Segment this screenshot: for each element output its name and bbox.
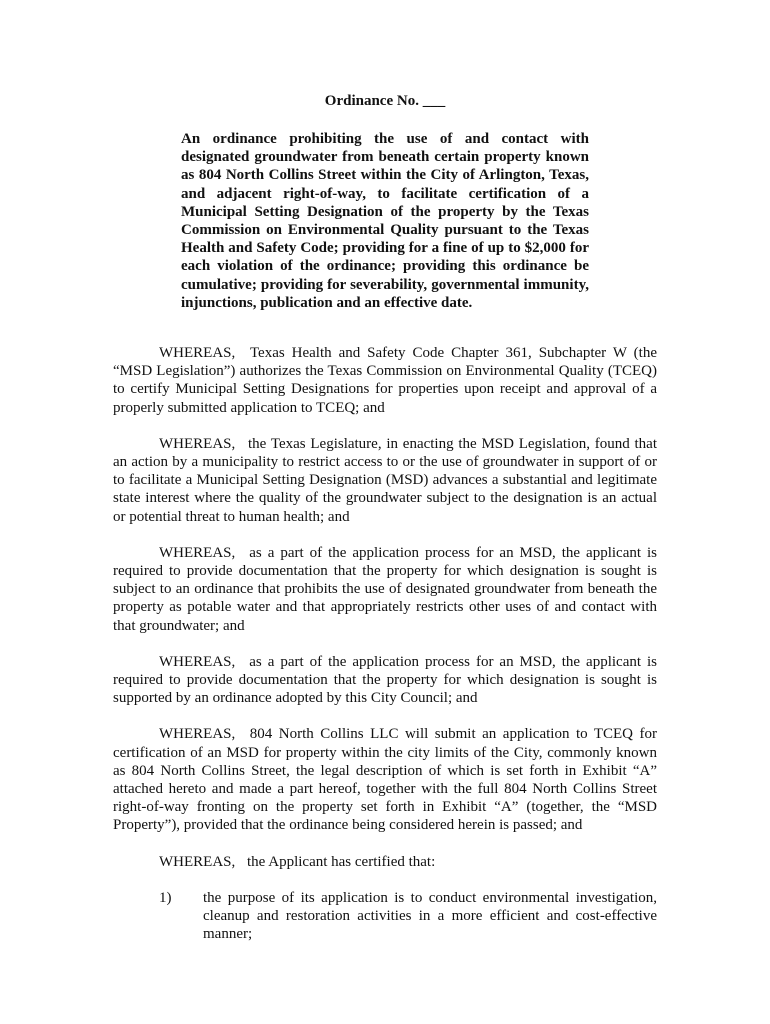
paragraph-text: as a part of the application process for an MSD, the applicant is required to provide documentation that the property for which designation is sought is subject to an ordinance that prohibits the use of designated groundwater from beneath the property as potable water and that appropriately restricts other uses of and contact with that groundwater; and xyxy=(113,544,658,634)
whereas-paragraph xyxy=(113,435,657,526)
document-body xyxy=(113,344,657,943)
whereas-lead: WHEREAS, xyxy=(159,853,236,870)
paragraph-text: 804 North Collins LLC will submit an application to TCEQ for certification of an MSD for property within the city limits of the City, commonly known as 804 North Collins Street, the legal description of which is set forth in Exhibit “A” attached hereto and made a part hereof, together with the full 804 North Collins Street right-of-way fronting on the property set forth in Exhibit “A” (together, the “MSD Property”), provided that the ordinance being considered herein is passed; and xyxy=(113,726,658,834)
whereas-paragraph xyxy=(113,725,657,834)
item-text: the purpose of its application is to conduct environmental investigation, cleanup and restoration activities in a more efficient and cost-effective manner; xyxy=(203,889,657,943)
item-number: 1) xyxy=(159,889,172,906)
whereas-lead: WHEREAS, xyxy=(159,345,236,361)
ordinance-title: Ordinance No. ___ xyxy=(324,93,446,109)
whereas-lead: WHEREAS, xyxy=(159,435,236,452)
paragraph-text: the Texas Legislature, in enacting the MSD Legislation, found that an action by a municipality to restrict access to or the use of groundwater in support of or to facilitate a Municipal Setting Designation (MSD) advances a substantial and legitimate state interest where the quality of the groundwater subject to the designation is an actual or potential threat to human health; and xyxy=(113,435,657,525)
paragraph-text: the Applicant has certified that: xyxy=(247,853,436,870)
whereas-paragraph xyxy=(113,344,657,417)
paragraph-text: Texas Health and Safety Code Chapter 361, Subchapter W (the “MSD Legislation”) authorizes the Texas Commission on Environmental Quality (TCEQ) to certify Municipal Setting Designations for properties upon receipt and approval of a properly submitted application to TCEQ; and xyxy=(113,345,657,416)
whereas-lead: WHEREAS, xyxy=(159,726,236,743)
paragraph-text: as a part of the application process for an MSD, the applicant is required to provide documentation that the property for which designation is sought is supported by an ordinance adopted by this City Council; and xyxy=(113,653,658,707)
whereas-paragraph xyxy=(113,653,657,708)
whereas-lead: WHEREAS, xyxy=(159,544,236,561)
whereas-paragraph xyxy=(113,544,657,635)
whereas-lead: WHEREAS, xyxy=(159,653,236,670)
ordinance-caption: An ordinance prohibiting the use of and contact with designated groundwater from beneath certain property known as 804 North Collins Street within the City of Arlington, Texas, and adjacent right-of-way, to facilitate certification of a Municipal Setting Designation of the property by the Texas Commission on Environmental Quality pursuant to the Texas Health and Safety Code; providing for a fine of up to $2,000 for each violation of the ordinance; providing this ordinance be cumulative; providing for severability, governmental immunity, injunctions, publication and an effective date. xyxy=(181,131,589,311)
whereas-paragraph xyxy=(113,853,657,871)
numbered-item xyxy=(113,889,657,944)
